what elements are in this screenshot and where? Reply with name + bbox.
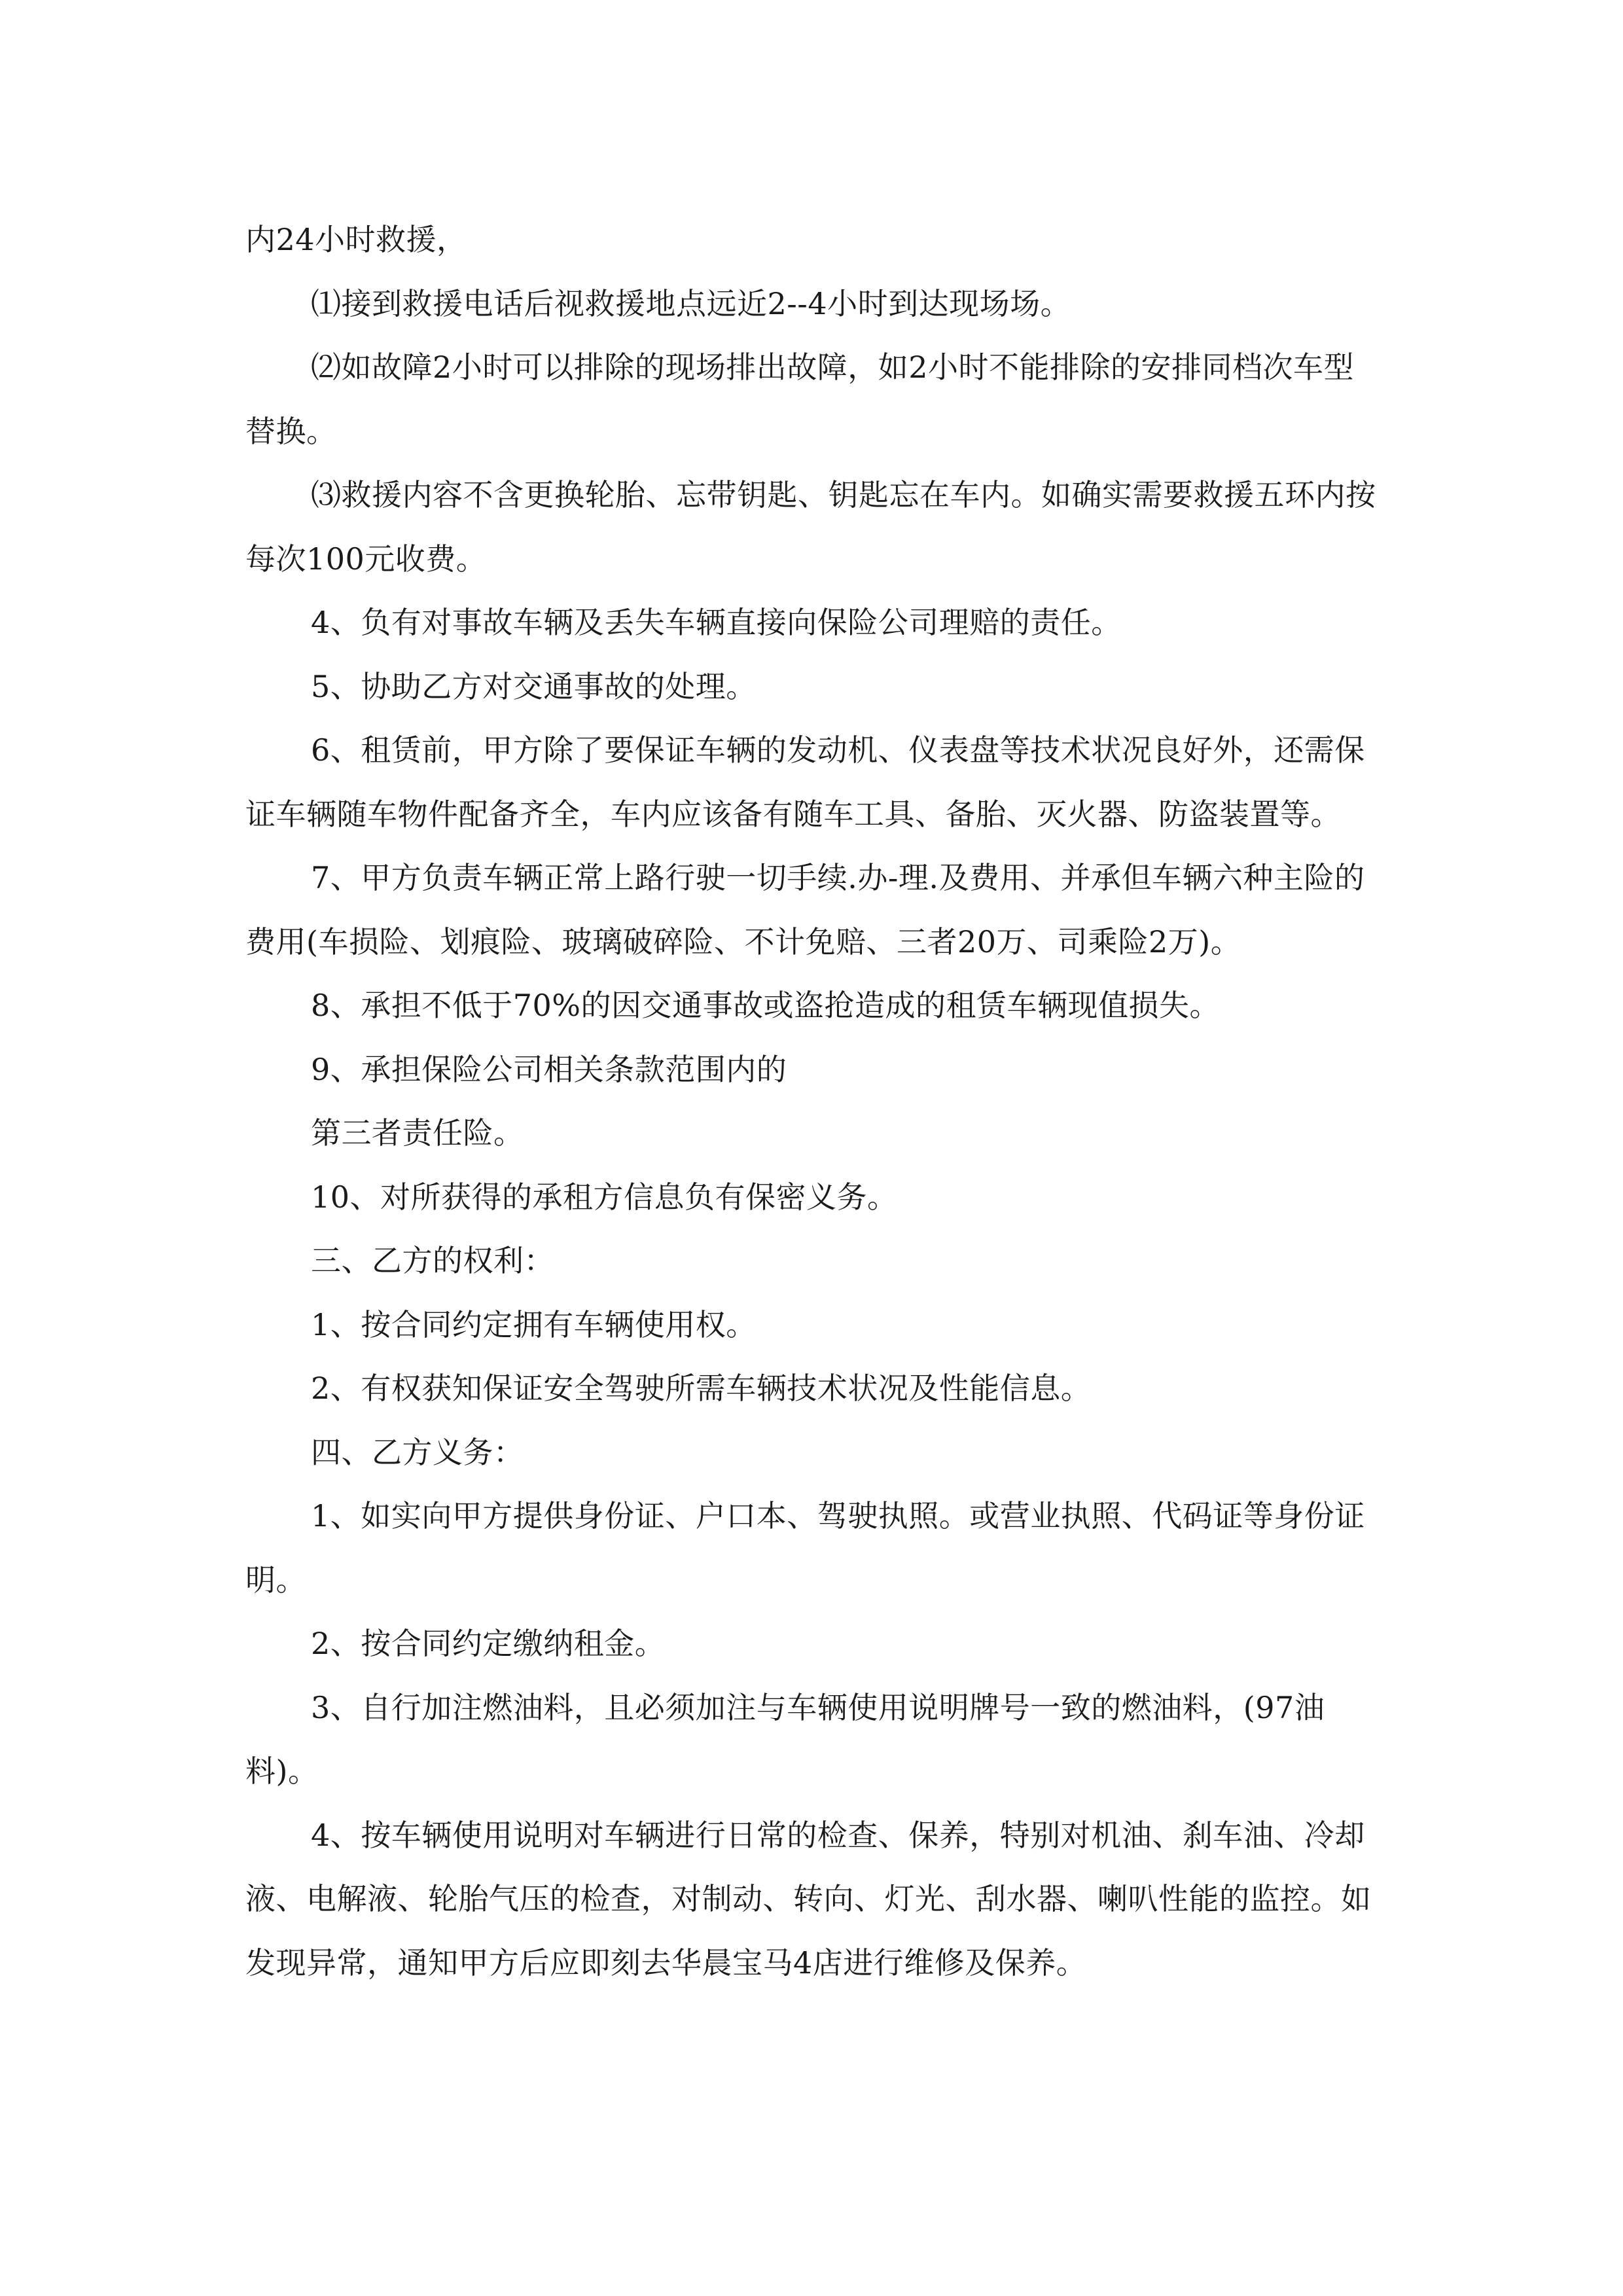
paragraph-clause-6: 6、租赁前，甲方除了要保证车辆的发动机、仪表盘等技术状况良好外，还需保证车辆随车物件配备齐全，车内应该备有随车工具、备胎、灭火器、防盗装置等。 [245,732,1365,832]
paragraph-obligation-2: 2、按合同约定缴纳租金。 [311,1626,666,1661]
paragraph-clause-8: 8、承担不低于70%的因交通事故或盗抢造成的租赁车辆现值损失。 [311,988,1221,1023]
paragraph-clause-4: 4、负有对事故车辆及丢失车辆直接向保险公司理赔的责任。 [311,605,1122,640]
paragraph-clause-9-continued: 第三者责任险。 [311,1115,524,1151]
document-body [245,208,1384,1995]
paragraph-rescue-item-1: ⑴接到救援电话后视救援地点远近2--4小时到达现场场。 [311,285,1071,321]
paragraph-rights-1: 1、按合同约定拥有车辆使用权。 [311,1306,757,1342]
paragraph-clause-10: 10、对所获得的承租方信息负有保密义务。 [311,1179,898,1215]
paragraph-rescue-24h: 内24小时救援， [245,222,467,257]
paragraph-rights-2: 2、有权获知保证安全驾驶所需车辆技术状况及性能信息。 [311,1371,1092,1406]
paragraph-obligation-4: 4、按车辆使用说明对车辆进行日常的检查、保养，特别对机油、刹车油、冷却液、电解液、轮胎气压的检查，对制动、转向、灯光、刮水器、喇叭性能的监控。如发现异常，通知甲方后应即刻去华晨宝马4店进行维修及保养。 [245,1817,1372,1981]
paragraph-clause-7: 7、甲方负责车辆正常上路行驶一切手续.办-理.及费用、并承但车辆六种主险的费用(车损险、划痕险、玻璃破碎险、不计免赔、三者20万、司乘险2万)。 [245,860,1365,960]
paragraph-clause-5: 5、协助乙方对交通事故的处理。 [311,668,757,704]
paragraph-rescue-item-3: ⑶救援内容不含更换轮胎、忘带钥匙、钥匙忘在车内。如确实需要救援五环内按每次100元收费。 [245,477,1376,577]
paragraph-obligation-3: 3、自行加注燃油料，且必须加注与车辆使用说明牌号一致的燃油料，(97油料)。 [245,1689,1325,1789]
section-heading-party-b-rights: 三、乙方的权利： [311,1243,554,1278]
paragraph-obligation-1: 1、如实向甲方提供身份证、户口本、驾驶执照。或营业执照、代码证等身份证明。 [245,1498,1365,1598]
paragraph-clause-9: 9、承担保险公司相关条款范围内的 [311,1051,787,1087]
paragraph-rescue-item-2: ⑵如故障2小时可以排除的现场排出故障，如2小时不能排除的安排同档次车型替换。 [245,350,1355,449]
section-heading-party-b-obligations: 四、乙方义务： [311,1434,524,1470]
